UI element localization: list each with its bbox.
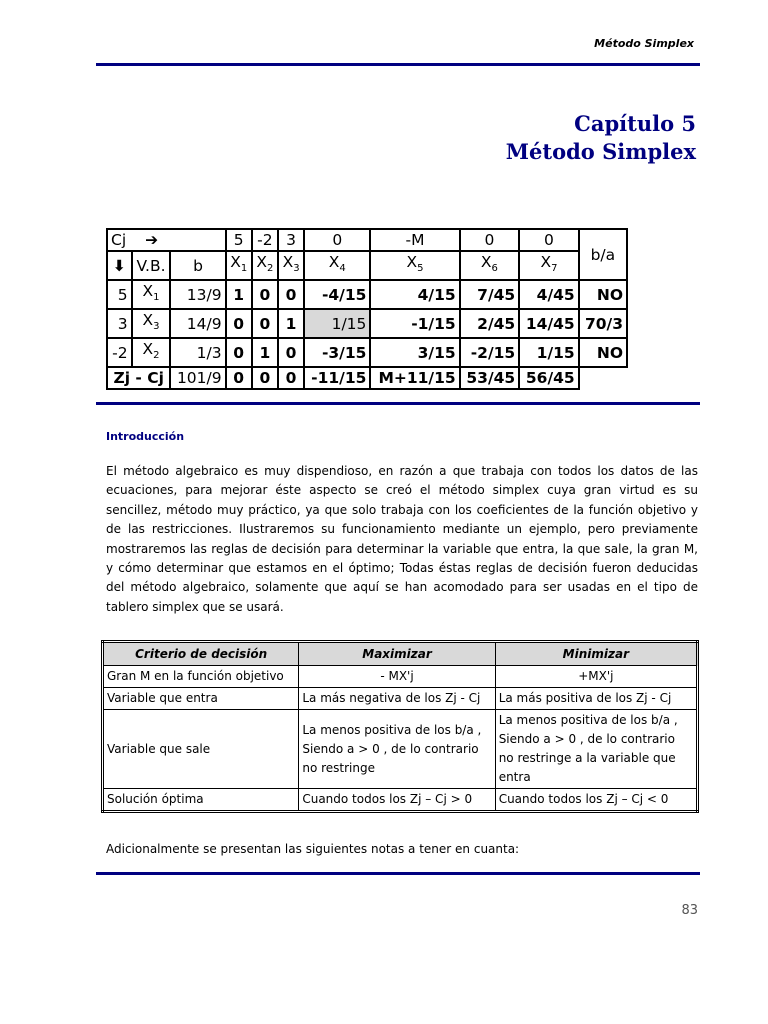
table-cell: La menos positiva de los b/a , Siendo a > 0 , de lo contrario no restringe a la variable que entra — [495, 710, 697, 789]
b-cell: 13/9 — [170, 280, 225, 309]
closing-note: Adicionalmente se presentan las siguientes notas a tener en cuanta: — [106, 842, 520, 856]
coef-cell: 1 — [278, 309, 304, 338]
coef-cell: -1/15 — [370, 309, 459, 338]
cb-cell: 3 — [107, 309, 132, 338]
cj-value: 0 — [519, 229, 579, 251]
coef-cell: 0 — [278, 280, 304, 309]
vb-cell: $X_1$ — [132, 280, 171, 309]
coef-cell: 1 — [226, 280, 252, 309]
zj-cell: M+11/15 — [370, 367, 459, 389]
zj-cell: 53/45 — [460, 367, 520, 389]
table-cell: Solución óptima — [103, 789, 299, 812]
table-cell: +MX'j — [495, 666, 697, 688]
arrow-right-icon: ➔ — [145, 231, 159, 249]
col-header: Criterio de decisión — [103, 642, 299, 666]
table-cell: Variable que sale — [103, 710, 299, 789]
pivot-cell: 1/15 — [304, 309, 370, 338]
decision-criteria-table — [101, 640, 699, 813]
coef-cell: 14/45 — [519, 309, 579, 338]
header-rule — [96, 63, 700, 66]
table-cell: La menos positiva de los b/a , Siendo a > 0 , de lo contrario no restringe — [299, 710, 495, 789]
table-row — [103, 789, 698, 812]
table-cell: La más negativa de los Zj - Cj — [299, 688, 495, 710]
var-header: $X_5$ — [370, 251, 459, 280]
cb-cell: -2 — [107, 338, 132, 367]
table-cell: Gran M en la función objetivo — [103, 666, 299, 688]
var-header: $X_7$ — [519, 251, 579, 280]
simplex-tableau — [106, 228, 628, 390]
vb-header: V.B. — [132, 251, 171, 280]
table-row — [107, 309, 627, 338]
chapter-name: Método Simplex — [505, 139, 696, 164]
vb-cell: $X_2$ — [132, 338, 171, 367]
table-row — [103, 688, 698, 710]
b-cell: 1/3 — [170, 338, 225, 367]
table-row — [103, 666, 698, 688]
coef-cell: 0 — [252, 280, 278, 309]
table-row — [107, 338, 627, 367]
cj-value: -M — [370, 229, 459, 251]
cj-label-cell — [107, 229, 226, 251]
coef-cell: 0 — [226, 338, 252, 367]
cj-label: Cj — [111, 231, 127, 249]
ba-cell: NO — [579, 280, 627, 309]
table-cell: Variable que entra — [103, 688, 299, 710]
coef-cell: -4/15 — [304, 280, 370, 309]
coef-cell: 0 — [252, 309, 278, 338]
table-row — [107, 280, 627, 309]
coef-cell: -2/15 — [460, 338, 520, 367]
cj-row — [107, 229, 627, 251]
coef-cell: 1/15 — [519, 338, 579, 367]
running-header-title: Método Simplex — [594, 37, 694, 50]
zj-cell: 0 — [252, 367, 278, 389]
cj-value: 5 — [226, 229, 252, 251]
table-row — [103, 710, 698, 789]
var-header: $X_4$ — [304, 251, 370, 280]
zj-cell: 56/45 — [519, 367, 579, 389]
ba-cell: NO — [579, 338, 627, 367]
cj-value: 3 — [278, 229, 304, 251]
coef-cell: 3/15 — [370, 338, 459, 367]
page-number: 83 — [681, 903, 698, 918]
coef-cell: 0 — [278, 338, 304, 367]
coef-cell: 2/45 — [460, 309, 520, 338]
table-cell: La más positiva de los Zj - Cj — [495, 688, 697, 710]
arrow-down-icon: ⬇ — [107, 251, 132, 280]
section-rule — [96, 402, 700, 405]
ba-header: b/a — [579, 229, 627, 280]
cj-value: -2 — [252, 229, 278, 251]
zj-b-cell: 101/9 — [170, 367, 225, 389]
var-header: $X_6$ — [460, 251, 520, 280]
b-cell: 14/9 — [170, 309, 225, 338]
cj-value: 0 — [460, 229, 520, 251]
coef-cell: 0 — [226, 309, 252, 338]
coef-cell: 4/15 — [370, 280, 459, 309]
zj-cell: 0 — [278, 367, 304, 389]
table-cell: Cuando todos los Zj – Cj < 0 — [495, 789, 697, 812]
ba-cell: 70/3 — [579, 309, 627, 338]
coef-cell: -3/15 — [304, 338, 370, 367]
intro-paragraph: El método algebraico es muy dispendioso, en razón a que trabaja con todos los datos de las ecuaciones, para mejorar éste aspecto se creó el método simplex cuya gran virtud es su sencillez, método muy práctico, ya que solo trabaja con los coeficientes de la función objetivo y de las restricciones. Ilustraremos su funcionamiento mediante un ejemplo, pero previamente mostraremos las reglas de decisión para determinar la variable que entra, la que sale, la gran M, y cómo determinar que estamos en el óptimo; Todas éstas reglas de decisión fueron deducidas del método algebraico, solamente que aquí se han acomodado para ser usadas en el tipo de tablero simplex que se usará. — [106, 464, 698, 614]
var-header: $X_3$ — [278, 251, 304, 280]
table-cell: Cuando todos los Zj – Cj > 0 — [299, 789, 495, 812]
chapter-title — [506, 110, 696, 166]
coef-cell: 4/45 — [519, 280, 579, 309]
coef-cell: 7/45 — [460, 280, 520, 309]
col-header: Minimizar — [495, 642, 697, 666]
var-header: $X_1$ — [226, 251, 252, 280]
table-cell: - MX'j — [299, 666, 495, 688]
vb-cell: $X_3$ — [132, 309, 171, 338]
zj-cell: 0 — [226, 367, 252, 389]
var-header: $X_2$ — [252, 251, 278, 280]
var-header-row — [107, 251, 627, 280]
chapter-number: Capítulo 5 — [574, 111, 696, 136]
section-heading: Introducción — [106, 430, 185, 443]
table-header-row — [103, 642, 698, 666]
zj-cj-row — [107, 367, 627, 389]
col-header: Maximizar — [299, 642, 495, 666]
footer-rule — [96, 872, 700, 875]
cb-cell: 5 — [107, 280, 132, 309]
zj-cell: -11/15 — [304, 367, 370, 389]
b-header: b — [170, 251, 225, 280]
empty-cell — [579, 367, 627, 389]
cj-value: 0 — [304, 229, 370, 251]
coef-cell: 1 — [252, 338, 278, 367]
zj-cj-label: Zj - Cj — [107, 367, 170, 389]
